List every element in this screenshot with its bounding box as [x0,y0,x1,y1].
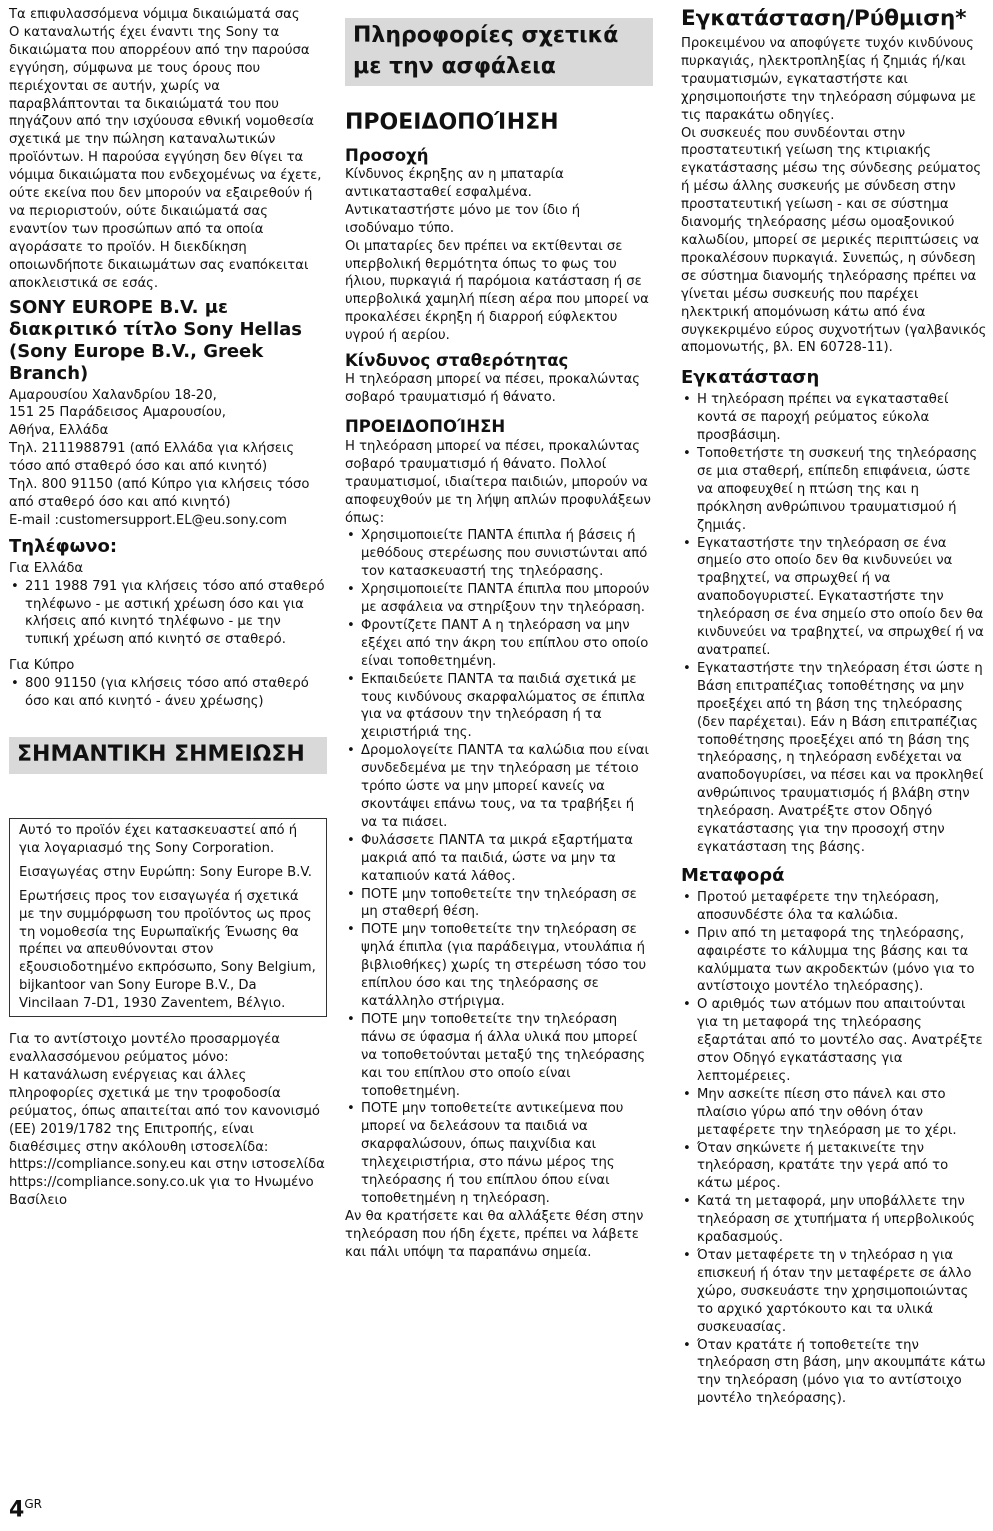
list-item: • Τοποθετήστε τη συσκευή της τηλεόρασης σε μια σταθερή, επίπεδη επιφάνεια, ώστε να αποφευχθεί η πτώση της και η πρόκληση ανθρώπινου τραυματισμού ή ζημιάς. [681,445,987,535]
list-item: • ΠΟΤΕ μην τοποθετείτε την τηλεόραση σε μη σταθερή θέση. [345,886,653,922]
list-item: • Εγκαταστήστε την τηλεόραση έτσι ώστε η Βάση επιτραπέζιας τοποθέτησης να μην προεξέχει από τη βάση της τηλεόρασης (δεν παρέχεται). Εάν η Βάση επιτραπέζιας τοποθέτησης προεξέχει από τη βάση της τηλεόρασης, η τηλεόραση ενδέχεται να αναποδογυρίσει, να πέσει και να προκληθεί ανθρώπινος τραυματισμός ή βλάβη στην τηλεόραση. Ανατρέξτε στον Οδηγό εγκατάστασης για την προσοχή στην εγκατάσταση της βάσης. [681,660,987,857]
caution-text: Αντικαταστήστε μόνο με τον ίδιο ή ισοδύναμο τύπο. [345,202,581,236]
caution-text: Οι μπαταρίες δεν πρέπει να εκτίθενται σε υπερβολική θερμότητα όπως το φως του ήλιου, πυρκαγιά ή παρόμοια κατάσταση ή σε υπερβολικά χαμηλή πίεση αέρα που μπορεί να προκαλέσει έκρηξη ή διαρροή εύφλεκτου υγρού ή αερίου. [345,238,649,344]
list-item: • Όταν σηκώνετε ή μετακινείτε την τηλεόραση, κρατάτε την γερά από το κάτω μέρος. [681,1140,987,1194]
setup-text: Οι συσκευές που συνδέονται στην προστατευτική γείωση της κτιριακής εγκατάστασης μέσω της σύνδεσης ρεύματος ή μέσω άλλης συσκευής με σύνδεση στην προστατευτική γείωση - και σε σύστημα διανομής τηλεόρασης μέσω ομοαξονικού καλωδίου, μπορεί σε μερικές περιπτώσεις να προκαλέσουν πυρκαγιά. Συνεπώς, η σύνδεση σε σύστημα διανομής τηλεόρασης πρέπει να γίνεται μέσω συσκευής που παρέχει ηλεκτρική απομόνωση κάτω από ένα συγκεκριμένο εύρος συχνοτήτων (γαλβανικός απομονωτής, βλ. EN 60728-11). [681,125,987,356]
notice-box [9,818,327,1017]
phone-greece-line: Τηλ. 2111988791 (από Ελλάδα για κλήσεις τόσο από σταθερό όσο και από κινητό) [9,441,295,475]
list-item: • Κατά τη μεταφορά, μην υποβάλλετε την τηλεόραση σε χτυπήματα ή υπερβολικούς κραδασμούς. [681,1193,987,1247]
transport-list [681,889,987,1408]
greece-list [9,578,327,650]
phone-heading: Τηλέφωνο: [9,535,118,557]
list-item: • Φροντίζετε ΠΑΝΤ Α η τηλεόραση να μην εξέχει από την άκρη του επίπλου στο οποίο είναι τοποθετημένη. [345,617,653,671]
list-item: • Δρομολογείτε ΠΑΝΤΑ τα καλώδια που είναι συνδεδεμένα με την τηλεόραση με τέτοιο τρόπο ώστε να μην μπορεί κανείς να σκοντάψει επάνω τους, να τα τραβήξει ή να τα πιάσει. [345,742,653,832]
closing-text: Αν θα κρατήσετε και θα αλλάξετε θέση στην τηλεόραση που ήδη έχετε, πρέπει να λάβετε και πάλι υπόψη τα παραπάνω σημεία. [345,1208,644,1260]
adapter-label: Για το αντίστοιχο μοντέλο προσαρμογέα εναλλασσόμενου ρεύματος μόνο: [9,1032,280,1065]
stability-heading: Κίνδυνος σταθερότητας [345,351,569,371]
setup-text: Προκειμένου να αποφύγετε τυχόν κινδύνους πυρκαγιάς, ηλεκτροπληξίας ή ζημιάς ή/και τραυματισμών, εγκαταστήστε και χρησιμοποιήστε την τηλεόραση σύμφωνα με τις παρακάτω οδηγίες. [681,36,977,123]
list-item: • Χρησιμοποιείτε ΠΑΝΤΑ έπιπλα που μπορούν με ασφάλεια να στηρίξουν την τηλεόραση. [345,581,653,617]
list-item: • Η τηλεόραση πρέπει να εγκατασταθεί κοντά σε παροχή ρεύματος εύκολα προσβάσιμη. [681,391,987,445]
list-item: • Πριν από τη μεταφορά της τηλεόρασης, αφαιρέστε το κάλυμμα της βάσης και τα καλύμματα των ακροδεκτών (μόνο για το αντίστοιχο μοντέλο τηλεόρασης). [681,925,987,997]
list-item: • Μην ασκείτε πίεση στο πάνελ και στο πλαίσιο γύρω από την οθόνη όταν μεταφέρετε την τηλεόραση με το χέρι. [681,1086,987,1140]
list-item: • Χρησιμοποιείτε ΠΑΝΤΑ έπιπλα ή βάσεις ή μεθόδους στερέωσης που συνιστώνται από τον κατασκευαστή της τηλεόρασης. [345,527,653,581]
list-item: • ΠΟΤΕ μην τοποθετείτε αντικείμενα που μπορεί να δελεάσουν τα παιδιά να σκαρφαλώσουν, όπως παιχνίδια και τηλεχειριστήρια, στο πάνω μέρος της τηλεόρασης ή του επίπλου όπου είναι τοποθετημένη η τηλεόραση. [345,1100,653,1207]
rights-text: Ο καταναλωτής έχει έναντι της Sony τα δικαιώματα που απορρέουν από την παρούσα εγγύηση, σύμφωνα με τους όρους που περιέχονται σε αυτήν, χωρίς να παραβλάπτονται τα δικαιώματά του που πηγάζουν από την ισχύουσα εθνική νομοθεσία σχετικά με την πώληση καταναλωτικών προϊόντων. Η παρούσα εγγύηση δεν θίγει τα νόμιμα δικαιώματα που ενδεχομένως να έχετε, ούτε εκείνα που δεν μπορούν να εξαιρεθούν ή να περιοριστούν, ούτε δικαιώματά σας εναντίον των προσώπων από τα οποία αγοράσατε το προϊόν. Η διεκδίκηση οποιωνδήποτε δικαιωμάτων σας εναπόκειται αποκλειστικά σε εσάς. [9,24,322,291]
page-number [9,1497,42,1522]
lang-code: GR [24,1497,42,1511]
caution-heading: Προσοχή [345,146,429,165]
notice-paragraph: Εισαγωγέας στην Ευρώπη: Sony Europe B.V. [19,864,312,880]
install-list [681,391,987,857]
address-line: Αμαρουσίου Χαλανδρίου 18-20, [9,387,217,403]
list-item: • Εκπαιδεύετε ΠΑΝΤΑ τα παιδιά σχετικά με τους κινδύνους σκαρφαλώματος σε έπιπλα για να φτάσουν την τηλεόραση ή τα χειριστήριά της. [345,671,653,743]
company-title: SONY EUROPE B.V. με διακριτικό τίτλο Sony Hellas (Sony Europe B.V., Greek Branch) [9,296,302,384]
warning-list [345,527,653,1207]
warning-heading: ΠΡΟΕΙΔΟΠΟΊΗΣΗ [345,110,559,135]
warning2-heading: ΠΡΟΕΙΔΟΠΟΊΗΣΗ [345,416,506,436]
transport-heading: Μεταφορά [681,864,785,886]
caution-text: Κίνδυνος έκρηξης αν η μπαταρία αντικατασταθεί εσφαλμένα. [345,167,564,200]
greece-label: Για Ελλάδα [9,560,84,576]
column-left [9,6,327,1210]
list-item: • ΠΟΤΕ μην τοποθετείτε την τηλεόραση σε ψηλά έπιπλα (για παράδειγμα, ντουλάπια ή βιβλιοθήκες) χωρίς τη στερέωση τόσο του επίπλου όσο και της τηλεόρασης σε κατάλληλο στήριγμα. [345,921,653,1011]
rights-title: Τα επιφυλασσόμενα νόμιμα δικαιώματά σας [9,7,300,22]
column-right [681,6,987,1408]
list-item: • Προτού μεταφέρετε την τηλεόραση, αποσυνδέστε όλα τα καλώδια. [681,889,987,925]
list-item: • 211 1988 791 για κλήσεις τόσο από σταθερό τηλέφωνο - με αστική χρέωση όσο και για κλήσεις από κινητό τηλέφωνο - με την τυπική χρέωση από κινητό σε σταθερό. [9,578,327,650]
list-item: • ΠΟΤΕ μην τοποθετείτε την τηλεόραση πάνω σε ύφασμα ή άλλα υλικά που μπορεί να τοποθετούνται μεταξύ της τηλεόρασης και του επίπλου στο οποίο είναι τοποθετημένη. [345,1011,653,1101]
notice-paragraph: Ερωτήσεις προς τον εισαγωγέα ή σχετικά με την συμμόρφωση του προϊόντος ως προς τη νομοθεσία της Ευρωπαϊκής Ένωσης θα πρέπει να απευθύνονται στον εξουσιοδοτημένο εκπρόσωπο, Sony Belgium, bijkantoor van Sony Europe B.V., Da Vincilaan 7-D1, 1930 Zaventem, Βέλγιο. [19,888,316,1012]
cyprus-list [9,675,327,711]
important-heading: ΣΗΜΑΝΤΙΚΗ ΣΗΜΕΙΩΣΗ [9,737,327,774]
cyprus-label: Για Κύπρο [9,658,75,674]
phone-cyprus-line: Τηλ. 800 91150 (από Κύπρο για κλήσεις τόσο από σταθερό όσο και από κινητό) [9,477,310,510]
email-line: E-mail :customersupport.EL@eu.sony.com [9,512,288,528]
list-item: • 800 91150 (για κλήσεις τόσο από σταθερό όσο και από κινητό - άνευ χρέωσης) [9,675,327,711]
adapter-text: Η κατανάλωση ενέργειας και άλλες πληροφορίες σχετικά με την τροφοδοσία ρεύματος, όπως απαιτείται από τον κανονισμό (ΕΕ) 2019/1782 της Επιτροπής, είναι διαθέσιμες στην ακόλουθη ιστοσελίδα: https://compliance.sony.eu και στην ιστοσελίδα https://compliance.sony.co.uk για το Ηνωμένο Βασίλειο [9,1067,325,1209]
setup-heading: Εγκατάσταση/Ρύθμιση* [681,6,967,31]
column-middle [345,6,653,1262]
address-line: 151 25 Παράδεισος Αμαρουσίου, [9,405,226,421]
safety-heading: Πληροφορίες σχετικά με την ασφάλεια [345,18,653,86]
list-item: • Εγκαταστήστε την τηλεόραση σε ένα σημείο στο οποίο δεν θα κινδυνεύει να τραβηχτεί, να σπρωχθεί ή να αναποδογυριστεί. Εγκαταστήστε την τηλεόραση σε ένα σημείο στο οποίο δεν θα κινδυνεύει να τραβηχτεί, να σπρωχθεί ή να ανατραπεί. [681,535,987,660]
warning2-text: Η τηλεόραση μπορεί να πέσει, προκαλώντας σοβαρό τραυματισμό ή θάνατο. Πολλοί τραυματισμοί, ιδιαίτερα παιδιών, μπορούν να αποφευχθούν με τη λήψη απλών προφυλάξεων όπως: [345,438,651,526]
list-item: • Όταν κρατάτε ή τοποθετείτε την τηλεόραση στη βάση, μην ακουμπάτε κάτω την τηλεόραση (μόνο για το αντίστοιχο μοντέλο τηλεόρασης). [681,1337,987,1409]
page-number-value: 4 [9,1497,25,1523]
list-item: • Όταν μεταφέρετε τη ν τηλεόρασ η για επισκευή ή όταν την μεταφέρετε σε άλλο χώρο, συσκευάστε την χρησιμοποιώντας το αρχικό χαρτόκουτο και τα υλικά συσκευασίας. [681,1247,987,1337]
install-heading: Εγκατάσταση [681,367,820,389]
stability-text: Η τηλεόραση μπορεί να πέσει, προκαλώντας σοβαρό τραυματισμό ή θάνατο. [345,372,641,405]
list-item: • Φυλάσσετε ΠΑΝΤΑ τα μικρά εξαρτήματα μακριά από τα παιδιά, ώστε να μην τα καταπιούν κατά λάθος. [345,832,653,886]
notice-paragraph: Αυτό το προϊόν έχει κατασκευαστεί από ή για λογαριασμό της Sony Corporation. [19,823,298,856]
address-line: Αθήνα, Ελλάδα [9,423,109,439]
list-item: • Ο αριθμός των ατόμων που απαιτούνται για τη μεταφορά της τηλεόρασης εξαρτάται από το μοντέλο σας. Ανατρέξτε στον Οδηγό εγκατάστασης για λεπτομέρειες. [681,996,987,1086]
